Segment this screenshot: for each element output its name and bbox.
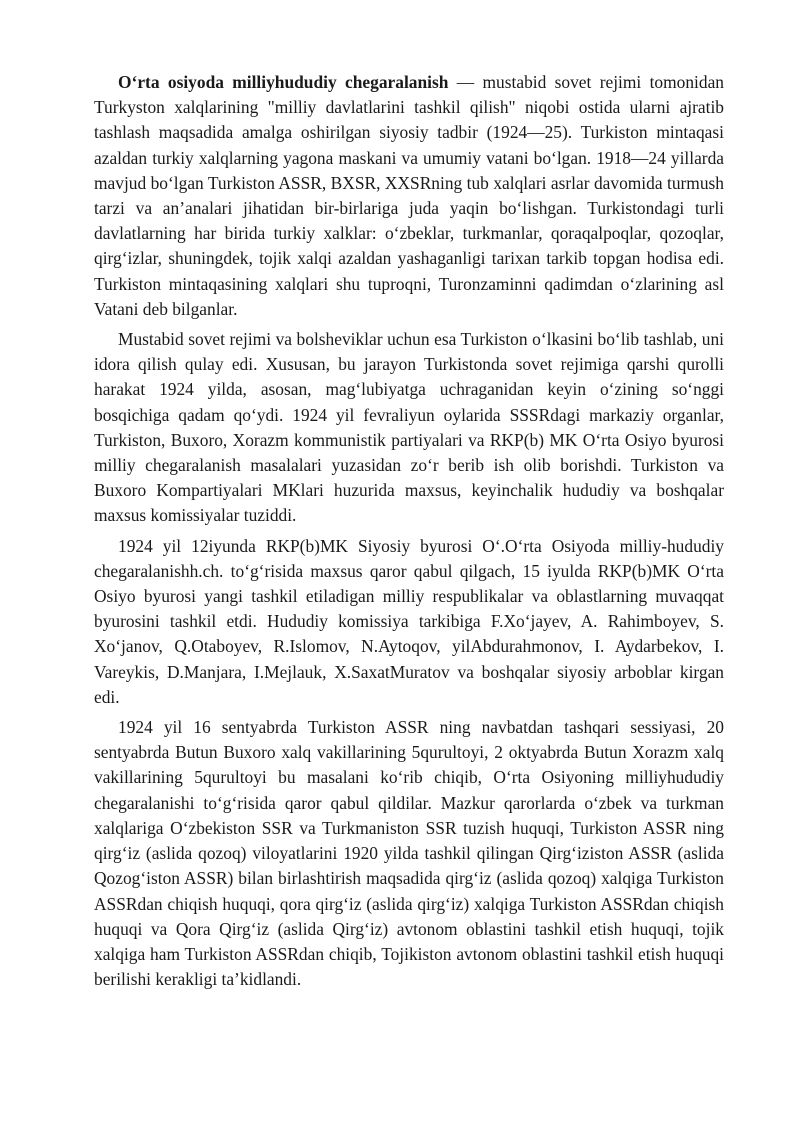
paragraph-1 (94, 70, 724, 322)
paragraph-2: Mustabid sovet rejimi va bolsheviklar uchun esa Turkiston o‘lkasini bo‘lib tashlab, uni idora qilish qulay edi. Xususan, bu jarayon Turkistonda sovet rejimiga qarshi qurolli harakat 1924 yilda, asosan, mag‘lubiyatga uchraganidan keyin o‘zining so‘nggi bosqichiga qadam qo‘ydi. 1924 yil fevraliyun oylarida SSSRdagi markaziy organlar, Turkiston, Buxoro, Xorazm kommunistik partiyalari va RKP(b) MK O‘rta Osiyo byurosi milliy chegaralanish masalalari yuzasidan zo‘r berib ish olib borishdi. Turkiston va Buxoro Kompartiyalari MKlari huzurida maxsus, keyinchalik hududiy va boshqalar maxsus komissiyalar tuziddi. (94, 329, 724, 526)
document-page (94, 70, 724, 997)
paragraph-3: 1924 yil 12iyunda RKP(b)MK Siyosiy byurosi O‘.O‘rta Osiyoda milliy-hududiy chegaralanishh.ch. to‘g‘risida maxsus qaror qabul qilgach, 15 iyulda RKP(b)MK O‘rta Osiyo byurosi yangi tashkil etiladigan milliy respublikalar va oblastlarning muvaqqat byurosini tashkil etdi. Hududiy komissiya tarkibiga F.Xo‘jayev, A. Rahimboyev, S. Xo‘janov, Q.Otaboyev, R.Islomov, N.Aytoqov, yilAbdurahmonov, I. Aydarbekov, I. Vareykis, D.Manjara, I.Mejlauk, X.SaxatMuratov va boshqalar siyosiy arboblar kirgan edi. (94, 535, 724, 707)
paragraph-4: 1924 yil 16 sentyabrda Turkiston ASSR ning navbatdan tashqari sessiyasi, 20 sentyabrda Butun Buxoro xalq vakillarining 5qurultoyi, 2 oktyabrda Butun Xorazm xalq vakillarining 5qurultoyi bu masalani ko‘rib chiqib, O‘rta Osiyoning milliyhududiy chegaralanishi to‘g‘risida qaror qabul qildilar. Mazkur qarorlarda o‘zbek va turkman xalqlariga O‘zbekiston SSR va Turkmaniston SSR tuzish huquqi, Turkiston ASSR ning qirg‘iz (aslida qozoq) viloyatlarini 1920 yilda tashkil qilingan Qirg‘iziston ASSR (aslida Qozog‘iston ASSR) bilan birlashtirish maqsadida qirg‘iz (aslida qozoq) xalqiga Turkiston ASSRdan chiqish huquqi, qora qirg‘iz (aslida qirg‘iz) xalqiga Turkiston ASSRdan chiqish huquqi va Qora Qirg‘iz (aslida Qirg‘iz) avtonom oblastini tashkil etish huquqi, tojik xalqiga ham Turkiston ASSRdan chiqib, Tojikiston avtonom oblastini tashkil etish huquqi berilishi kerakligi ta’kidlandi. (94, 717, 724, 990)
article-term: O‘rta osiyoda milliyhududiy chegaralanish (118, 72, 449, 92)
paragraph-text: — mustabid sovet rejimi tomonidan Turkyston xalqlarining "milliy davlatlarini tashkil qilish" niqobi ostida ularni ajratib tashlash maqsadida amalga oshirilgan siyosiy tadbir (1924—25). Turkiston mintaqasi azaldan turkiy xalqlarning yagona maskani va umumiy vatani bo‘lgan. 1918—24 yillarda mavjud bo‘lgan Turkiston ASSR, BXSR, XXSRning tub xalqlari asrlar davomida turmush tarzi va an’analari jihatidan bir-birlariga juda yaqin bo‘lishgan. Turkistondagi turli davlatlarning har birida turkiy xalklar: o‘zbeklar, turkmanlar, qoraqalpoqlar, qozoqlar, qirg‘izlar, shuningdek, tojik xalqi azaldan yashaganligi tarixan tarkib topgan hodisa edi. Turkiston mintaqasining xalqlari shu tuproqni, Turonzaminni qadimdan o‘zlarining asl Vatani deb bilganlar. (94, 72, 724, 319)
